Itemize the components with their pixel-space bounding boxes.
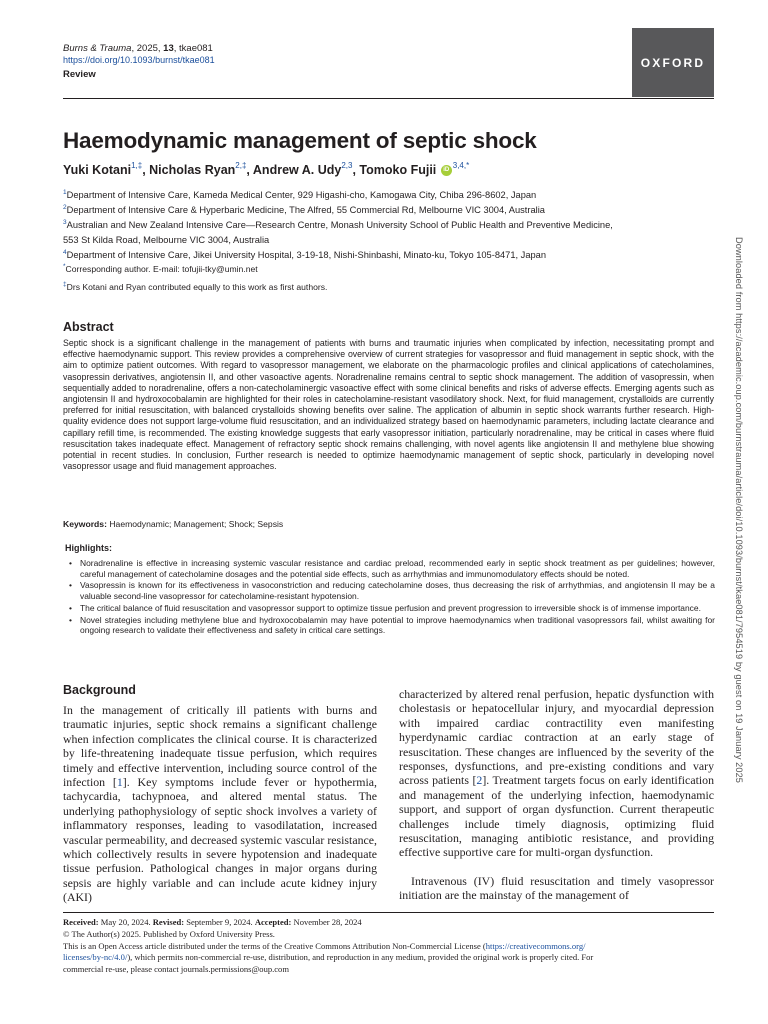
keywords (63, 519, 283, 529)
license-link[interactable]: licenses/by-nc/4.0/ (63, 952, 128, 963)
highlights-list (65, 558, 715, 637)
highlights-heading: Highlights: (65, 543, 112, 553)
author-name: Tomoko Fujii (359, 163, 437, 177)
license-text: commercial re-use, please contact journals.permissions@oup.com (63, 964, 289, 975)
affiliation-continued: 553 St Kilda Road, Melbourne VIC 3004, Australia (63, 234, 270, 245)
highlight-item: • Vasopressin is known for its effectiveness in vasoconstriction and reducing catecholamine doses, thus decreasing the risk of arrhythmias, and angiotensin II may be a valuable second-line vasopressor for catecholamine-resistant hypotension. (65, 580, 715, 601)
license-text: licenses/by-nc/4.0/), which permits non-commercial re-use, distribution, and reproduction in any medium, provided the original work is properly cited. For (63, 952, 594, 963)
footer-divider (63, 912, 714, 913)
header-divider (63, 98, 714, 99)
equal-contribution-note: ‡Drs Kotani and Ryan contributed equally to this work as first authors. (63, 281, 328, 292)
citation-link[interactable]: 2 (476, 773, 483, 788)
journal-citation (63, 43, 213, 55)
author-affil-sup[interactable]: 2,‡ (235, 161, 247, 170)
background-paragraph-3: Intravenous (IV) fluid resuscitation and timely vasopressor initiation are the mainstay of the management of (399, 874, 714, 903)
copyright: © The Author(s) 2025. Published by Oxford University Press. (63, 928, 275, 939)
license-text: This is an Open Access article distributed under the terms of the Creative Commons Attribution Non-Commercial License (https://creativecommons.org/ (63, 940, 586, 951)
affiliations (63, 187, 723, 261)
article-footer (63, 917, 723, 976)
keywords-list: Haemodynamic; Management; Shock; Sepsis (109, 519, 284, 529)
article-type: Review (63, 69, 96, 80)
highlight-item: • Novel strategies including methylene blue and hydroxocobalamin may have potential to improve haemodynamics when traditional vasopressors fail, whilst awaiting for ongoing research to validate their effectiveness and safety in critical care settings. (65, 615, 715, 636)
article-id: , tkae081 (173, 43, 213, 54)
author-affil-sup[interactable]: 1,‡ (131, 161, 143, 170)
author-name: Yuki Kotani (63, 163, 132, 177)
background-paragraph-1: In the management of critically ill patients with burns and traumatic injuries, septic shock remains a significant challenge when infection complicates the clinical course. It is characterized by life-threatening inadequate tissue perfusion, which requires timely and effective intervention, including source control of the infection [1]. Key symptoms include fever or hypothermia, tachycardia, tachypnoea, and altered mental status. The underlying pathophysiology of septic shock involves a variety of inflammatory responses, leading to vasodilatation, increased vascular permeability, and decreased systemic vascular resistance, which collectively results in severe hypotension and inadequate tissue perfusion. Pathological changes in major organs during sepsis are highly variable and can include acute kidney injury (AKI) (63, 703, 377, 905)
highlight-item: • The critical balance of fluid resuscitation and vasopressor support to optimize tissue perfusion and prevent progression to irreversible shock is of immense importance. (65, 603, 715, 614)
journal-volume: 13 (163, 43, 174, 54)
affiliation: $^2$Department of Intensive Care & Hyperbaric Medicine, The Alfred, 55 Commercial Rd, Melbourne VIC 3004, Australia (63, 203, 545, 215)
background-paragraph-2: characterized by altered renal perfusion, hepatic dysfunction with cholestasis or hepatocellular injury, and myocardial depression with impaired cardiac contractility even manifesting hyperdynamic cardiac contraction at an early stage of resuscitation. These changes are influenced by the severity of the responses, dysfunctions, and pre-existing conditions and vary across patients [2]. Treatment targets focus on early identification and management of the underlying infection, haemodynamic support, and support of organ dysfunction. Current therapeutic challenges include timely diagnosis, optimizing fluid resuscitation, managing antibiotic resistance, and providing effective supportive care for multi-organ dysfunction. (399, 687, 714, 860)
download-notice (734, 237, 749, 897)
abstract-text: Septic shock is a significant challenge in the management of patients with burns and traumatic injuries when complicated by infection, necessitating prompt and effective haemodynamic support. This review provides a comprehensive overview of current strategies for vasopressor and fluid management in septic shock, with the aim to optimize patient outcomes. With regard to vasopressor management, we elaborate on the pharmacologic profiles and clinical applications of catecholamines, vasopressin derivatives, angiotensin II, and other vasoactive agents. Noradrenaline remains central to septic shock management. The addition of vasopressin, when sequentially added to noradrenaline, offers a non-catecholaminergic vasoactive effect with some clinical benefits and risks of adverse effects. Emerging agents such as angiotensin II and hydroxocobalamin are highlighted for their roles in catecholamine-resistant vasodilatory shock. Next, for fluid management, crystalloids are currently preferred for initial resuscitation, with balanced crystalloids showing benefits over saline. The application of albumin in septic shock warrants further research. High-quality evidence does not support large-volume fluid resuscitation, and an individualized strategy based on haemodynamic parameters, including lactate clearance and capillary refill time, is recommended. The existing knowledge suggests that early vasopressor initiation, particularly noradrenaline, may be critical in cases where fluid resuscitation takes inadequate effect. Management of refractory septic shock remains challenging, with novel agents like angiotensin II and methylene blue showing potential in recent studies. In conclusion, Further research is needed to optimize haemodynamic management of septic shock, particularly in developing novel vasopressor usage and fluid management approaches. (63, 338, 714, 472)
affiliation: $^3$Australian and New Zealand Intensive Care—Research Centre, Monash University School of Public Health and Preventive Medicine, (63, 218, 613, 230)
author-list: Yuki Kotani$^{1,\ddagger}$, Nicholas Ryan$^{2,\ddagger}$, Andrew A. Udy$^{2,3}$, Tomoko Fujii $iD^{3,4,*}$ (63, 161, 470, 177)
orcid-icon[interactable]: iD (441, 165, 452, 176)
oxford-logo: OXFORD (632, 28, 714, 97)
corresponding-author: *Corresponding author. E-mail: tofujii-tky@umin.net (63, 263, 258, 274)
article-title: Haemodynamic management of septic shock (63, 128, 537, 153)
citation-link[interactable]: 1 (116, 775, 123, 790)
article-dates: Received: May 20, 2024. Revised: September 9, 2024. Accepted: November 28, 2024 (63, 917, 362, 927)
doi-link[interactable]: https://doi.org/10.1093/burnst/tkae081 (63, 55, 215, 65)
keywords-label: Keywords: (63, 519, 107, 529)
affiliation: $^1$Department of Intensive Care, Kameda Medical Center, 929 Higashi-cho, Kamogawa City, Chiba 296-8602, Japan (63, 189, 537, 201)
license-link[interactable]: https://creativecommons.org/ (485, 940, 586, 951)
author-name: Nicholas Ryan (149, 163, 236, 177)
download-notice-text: Downloaded from https://academic.oup.com/burnstrauma/article/doi/10.1093/burnst/tkae081/7954519 by guest on 19 January 2025 (734, 237, 744, 784)
highlight-item: • Noradrenaline is effective in increasing systemic vascular resistance and cardiac preload, recommended early in septic shock treatment as per guidelines; however, careful management of catecholamine dosages and the potential side effects, such as arrhythmias and immunomodulatory effects should be noted. (65, 558, 715, 579)
author-affil-sup[interactable]: 3,4,* (452, 161, 470, 170)
background-heading: Background (63, 683, 136, 697)
journal-year: , 2025, (131, 43, 164, 54)
journal-name: Burns & Trauma (63, 43, 132, 54)
author-name: Andrew A. Udy (252, 163, 342, 177)
author-affil-sup[interactable]: 2,3 (341, 161, 353, 170)
abstract-heading: Abstract (63, 320, 114, 334)
affiliation: $^4$Department of Intensive Care, Jikei University Hospital, 3-19-18, Nishi-Shinbashi, Minato-ku, Tokyo 105-8471, Japan (63, 248, 546, 260)
